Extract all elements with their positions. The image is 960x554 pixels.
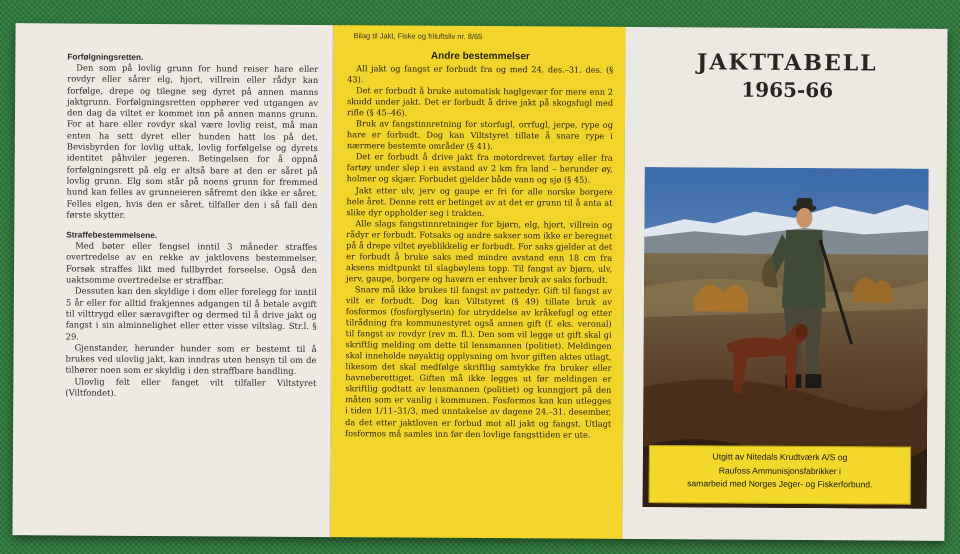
rule-paragraph: Jakt etter ulv, jerv og gaupe er fri for alle norske borgere hele året. Denne rett er betinget av at det er grunn til å anta at slike dyr oppholder seg i trakten. — [346, 184, 613, 218]
rule-paragraph: Det er forbudt å bruke automatisk haglgevær for mere enn 2 skudd under jakt. Det er forbudt å drive jakt på skogsfugl med rifle (§ 45–46). — [347, 85, 614, 118]
rule-paragraph: Det er forbudt å drive jakt fra motordrevet fartøy eller fra fartøy under slep i en avstand av 2 km fra land – herunder øy, holmer og skjær. Forbudet gjelder både vann og sjø (§ 45). — [346, 151, 613, 186]
left-panel — [12, 23, 333, 537]
bilag-line: Bilag til Jakt, Fiske og friluftsliv nr. 8/65 — [353, 31, 483, 42]
section-heading-andre-bestemmelser: Andre bestemmelser — [430, 50, 530, 63]
straff-paragraph: Med bøter eller fengsel inntil 3 måneder straffes overtredelse av en rekke av jaktlovens bestemmelser. Forsøk straffes likt med fullbyrdet forseelse. Også den uaktsomme overtredelse er straffbar. — [65, 240, 318, 286]
publisher-line: samarbeid med Norges Jeger- og Fiskerforbund. — [687, 478, 873, 490]
section-text-forfolgningsretten: Den som på lovlig grunn for hund reiser hare eller rovdyr eller sårer elg, hjort, villrein eller rådyr kan forfølge, drepe og tilegne seg dyret på annen manns jaktgrunn. Forfølgningsretten opphører ved utgangen av den dag da viltet er kommet inn på annen manns grunn. For at hare eller rovdyr skal være lovlig reist, må man enten ha sett dyret eller hunden hatt los på det. Bevisbyrden for lovlig uttak, lovlig forfølgelse og dyrets identitet påhviler jegeren. Betingelsen for å oppnå forfølgningsrett på elg er altså bare at den er såret på lovlig grunn. Elg som står på noens grunn for fremmed hund kan felles av grunneieren såfremt den ikke er såret. Felles elgen, hvis den er såret, tilfaller den i så fall den første skytter. — [66, 62, 319, 220]
straff-paragraph: Gjenstander, herunder hunder som er bestemt til å brukes ved ulovlig jakt, kan inndras uten hensyn til om de tilhører noen som er skyldig i den straffbare handling. — [65, 342, 317, 377]
publisher-box — [649, 445, 911, 505]
straff-paragraph: Dessuten kan den skyldige i dom eller forelegg for inntil 5 år eller for alltid frakjennes adgangen til å betale avgift til vilttrygd eller særavgifter og dermed til å drive jakt og fangst i sin alminnelighet eller etter visse viltslag. Str.l. § 29. — [65, 285, 317, 342]
publisher-line: Raufoss Ammunisjonsfabrikker i — [718, 464, 842, 476]
middle-panel — [330, 25, 625, 539]
rule-paragraph: Alle slags fangstinnretninger for bjørn, elg, hjort, villrein og rådyr er forbudt. Fotsaks og andre sakser som ikke er beregnet på å drepe viltet øyeblikkelig er forbudt. For saks gjelder at det er forbudt å bruke saks med mindre avstand enn 18 cm fra aksens midtpunkt til slagbøylens topp. Til fangst av bjørn, ulv, jerv, gaupe, borgere og havørn er enhver bruk av saks forbudt. — [345, 217, 613, 285]
cover-year: 1965-66 — [741, 77, 834, 103]
brochure — [12, 23, 947, 541]
rule-paragraph: All jakt og fangst er forbudt fra og med 24. des.–31. des. (§ 43). — [347, 63, 614, 85]
rule-paragraph: Snare må ikke brukes til fangst av pattedyr. Gift til fangst av vilt er forbudt. Dog kan Viltstyret (§ 49) tillate bruk av fosformos (fosforglyserin) for utryddelse av kråkefugl og etter tilrådning fra kommunestyret også annen gift (f. eks. veronal) til fangst av rovdyr (rev m. fl.). Den som vil legge ut gift skal gi skriftlig melding om dette til lensmannen (politiet). Meldingen skal inneholde nøyaktig opplysning om hvor giften aktes utlagt, likesom det skal medfølge skriftlig samtykke fra bruker eller havneberettiget. Giften må ikke legges ut før meldingen er skriftlig godtatt av lensmannen (politiet) og kunngjort på den måten som er vanlig i kommunen. Fosformos kan kun utlegges i tiden 1/11–31/3, med unntakelse av dagene 24.–31. desember, da det etter jaktloven er forbud mot all jakt og fangst. Utlagt fosformos må samles inn før den lovlige fangsttiden er ute. — [345, 284, 612, 440]
rule-paragraph: Bruk av fangstinnretning for storfugl, orrfugl, jerpe, rype og hare er forbudt. Dog kan Viltstyret tillate å snare rype i nærmere bestemte områder (§ 41). — [346, 118, 613, 152]
cover-title: JAKTTABELL — [696, 49, 878, 77]
section-heading-forfolgningsretten: Forfølgningsretten. — [67, 51, 144, 62]
straff-paragraph: Ulovlig felt eller fanget vilt tilfaller Viltstyret (Viltfondet). — [65, 376, 317, 398]
cover-panel — [622, 27, 947, 541]
section-heading-straffebestemmelsene: Straffebestemmelsene. — [66, 229, 158, 241]
publisher-line: Utgitt av Nitedals Krudtværk A/S og — [712, 451, 848, 463]
